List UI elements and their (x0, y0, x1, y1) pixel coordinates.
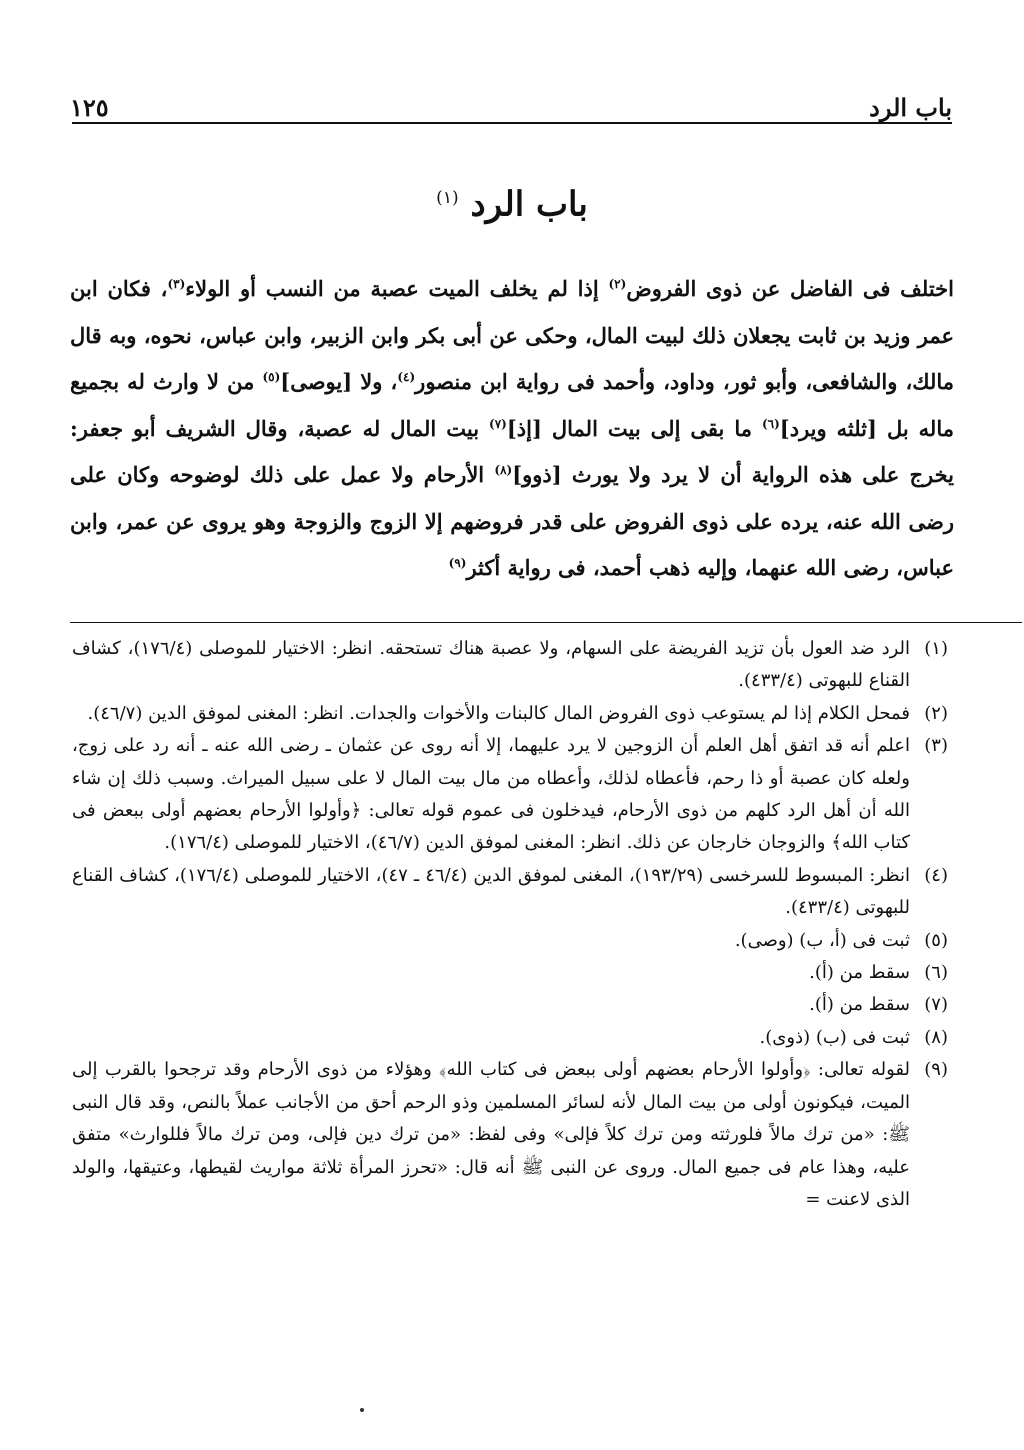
header-rule (72, 122, 952, 124)
footnote-ref: (٨) (494, 463, 513, 477)
footnote-9 (72, 1054, 948, 1216)
footnote-ref: (٧) (489, 416, 507, 431)
body-segment: اختلف فى الفاضل عن ذوى الفروض (626, 276, 954, 301)
footnote-8 (72, 1022, 948, 1054)
footnote-ref: (٥) (262, 370, 281, 384)
footnote-text: الرد ضد العول بأن تزيد الفريضة على السهام، ولا عصبة هناك تستحقه. انظر: الاختيار للموصلى (١٧٦/٤)، كشاف القناع للبهوتى (٤٣٣/٤). (72, 638, 910, 692)
body-segment: الأرحام ولا عمل على ذلك لوضوحه وكان على رضى الله عنه، يرده على ذوى الفروض على قدر فروضهم إلا الزوج والزوجة وهو يروى عن عمر، وابن عباس، رضى الله عنهما، وإليه ذهب أحمد، فى رواية أكثر (70, 462, 954, 580)
footnote-1 (72, 633, 948, 698)
footnote-text: اعلم أنه قد اتفق أهل العلم أن الزوجين لا يرد عليهما، إلا أنه روى عن عثمان ـ رضى الله عنه ـ أنه رد على زوج، ولعله كان عصبة أو ذا رحم، فأعطاه لذلك، وأعطاه من مال بيت المال لا على سبيل الميراث. وسبب ذلك إن شاء الله أن أهل الرد كلهم من ذوى الأرحام، فيدخلون فى عموم قوله تعالى: ﴿وأولوا الأرحام بعضهم أولى ببعض فى كتاب الله﴾ والزوجان خارجان عن ذلك. انظر: المغنى لموفق الدين (٤٦/٧)، الاختيار للموصلى (١٧٦/٤). (72, 735, 910, 854)
body-segment: من لا وارث له بجميع ماله بل [ثلثه ويرد] (70, 369, 954, 441)
footnote-text: لقوله تعالى: ﴿وأولوا الأرحام بعضهم أولى ببعض فى كتاب الله﴾ وهؤلاء من ذوى الأرحام وقد ترجحوا بالقرب إلى الميت، فيكونون أولى من بيت المال لأنه لسائر المسلمين وذو الرحم أحق من الأجانب عملاً بالنص، وقد قال النبى ﷺ: «من ترك مالاً فلورثته ومن ترك كلاً فإلى» وفى لفظ: «من ترك دين فإلى، ومن ترك مالاً فللوارث» متفق عليه، وهذا عام فى جميع المال. وروى عن النبى ﷺ أنه قال: «تحرز المرأة ثلاثة مواريث لقيطها، وعتيقها، والولد الذى لاعنت = (72, 1059, 910, 1210)
footnote-ref: (٤) (397, 370, 416, 384)
page-number: ١٢٥ (70, 93, 109, 122)
footnote-4 (72, 860, 948, 925)
footnote-ref: (٩) (448, 556, 467, 570)
footnote-number: (٦) (924, 962, 948, 984)
header-chapter-name: باب الرد (869, 93, 952, 122)
page-speck (360, 1408, 364, 1412)
footnote-text: ثبت فى (ب) (ذوى). (759, 1026, 910, 1048)
footnote-number: (٢) (924, 702, 948, 724)
footnote-text: سقط من (أ). (809, 962, 910, 984)
footnote-text: فمحل الكلام إذا لم يستوعب ذوى الفروض المال كالبنات والأخوات والجدات. انظر: المغنى لموفق الدين (٤٦/٧). (87, 702, 910, 724)
footnote-ref: (٣) (167, 277, 186, 291)
footnote-number: (٤) (924, 864, 948, 886)
footnote-2 (72, 698, 948, 730)
footnote-ref: (٢) (608, 277, 627, 291)
chapter-title-text: باب الرد (470, 184, 588, 225)
body-segment: بيت المال له عصبة، وقال الشريف أبو جعفر: يخرج على هذه الرواية أن لا يرد ولا يورث [ذوو] (70, 415, 954, 487)
footnote-text: انظر: المبسوط للسرخسى (١٩٣/٢٩)، المغنى لموفق الدين (٤٦/٤ ـ ٤٧)، الاختيار للموصلى (١٧٦/٤)، كشاف القناع للبهوتى (٤٣٣/٤). (72, 864, 911, 919)
running-header (70, 82, 952, 122)
footnote-ref: (٦) (761, 416, 780, 431)
footnote-number: (٥) (924, 929, 948, 951)
footnote-text: ثبت فى (أ، ب) (وصى). (734, 929, 910, 951)
main-text (70, 266, 954, 592)
footnote-5 (72, 925, 948, 957)
footnote-number: (٧) (924, 994, 948, 1016)
footnote-7 (72, 989, 948, 1021)
body-segment: إذا لم يخلف الميت عصبة من النسب أو الولاء (185, 276, 609, 301)
footnotes (72, 633, 948, 1216)
footnote-number: (٨) (924, 1026, 948, 1048)
footnote-number: (٣) (924, 735, 948, 757)
body-segment: ، فكان ابن عمر وزيد بن ثابت يجعلان ذلك لبيت المال، وحكى عن أبى بكر وابن الزبير، وابن عباس، نحوه، وبه قال مالك، والشافعى، وأبو ثور، وداود، وأحمد فى رواية ابن منصور (70, 276, 955, 394)
footnote-6 (72, 957, 948, 989)
body-segment: ، ولا [يوصى] (280, 369, 398, 394)
title-footnote-marker: (١) (436, 188, 459, 208)
chapter-title (0, 176, 1024, 226)
footnote-text: سقط من (أ). (809, 994, 910, 1016)
footnote-separator (70, 622, 1022, 623)
footnote-number: (٩) (924, 1059, 948, 1081)
footnote-number: (١) (924, 638, 948, 659)
footnote-3 (72, 730, 948, 860)
body-segment: ما بقى إلى بيت المال [إذ] (506, 415, 762, 441)
